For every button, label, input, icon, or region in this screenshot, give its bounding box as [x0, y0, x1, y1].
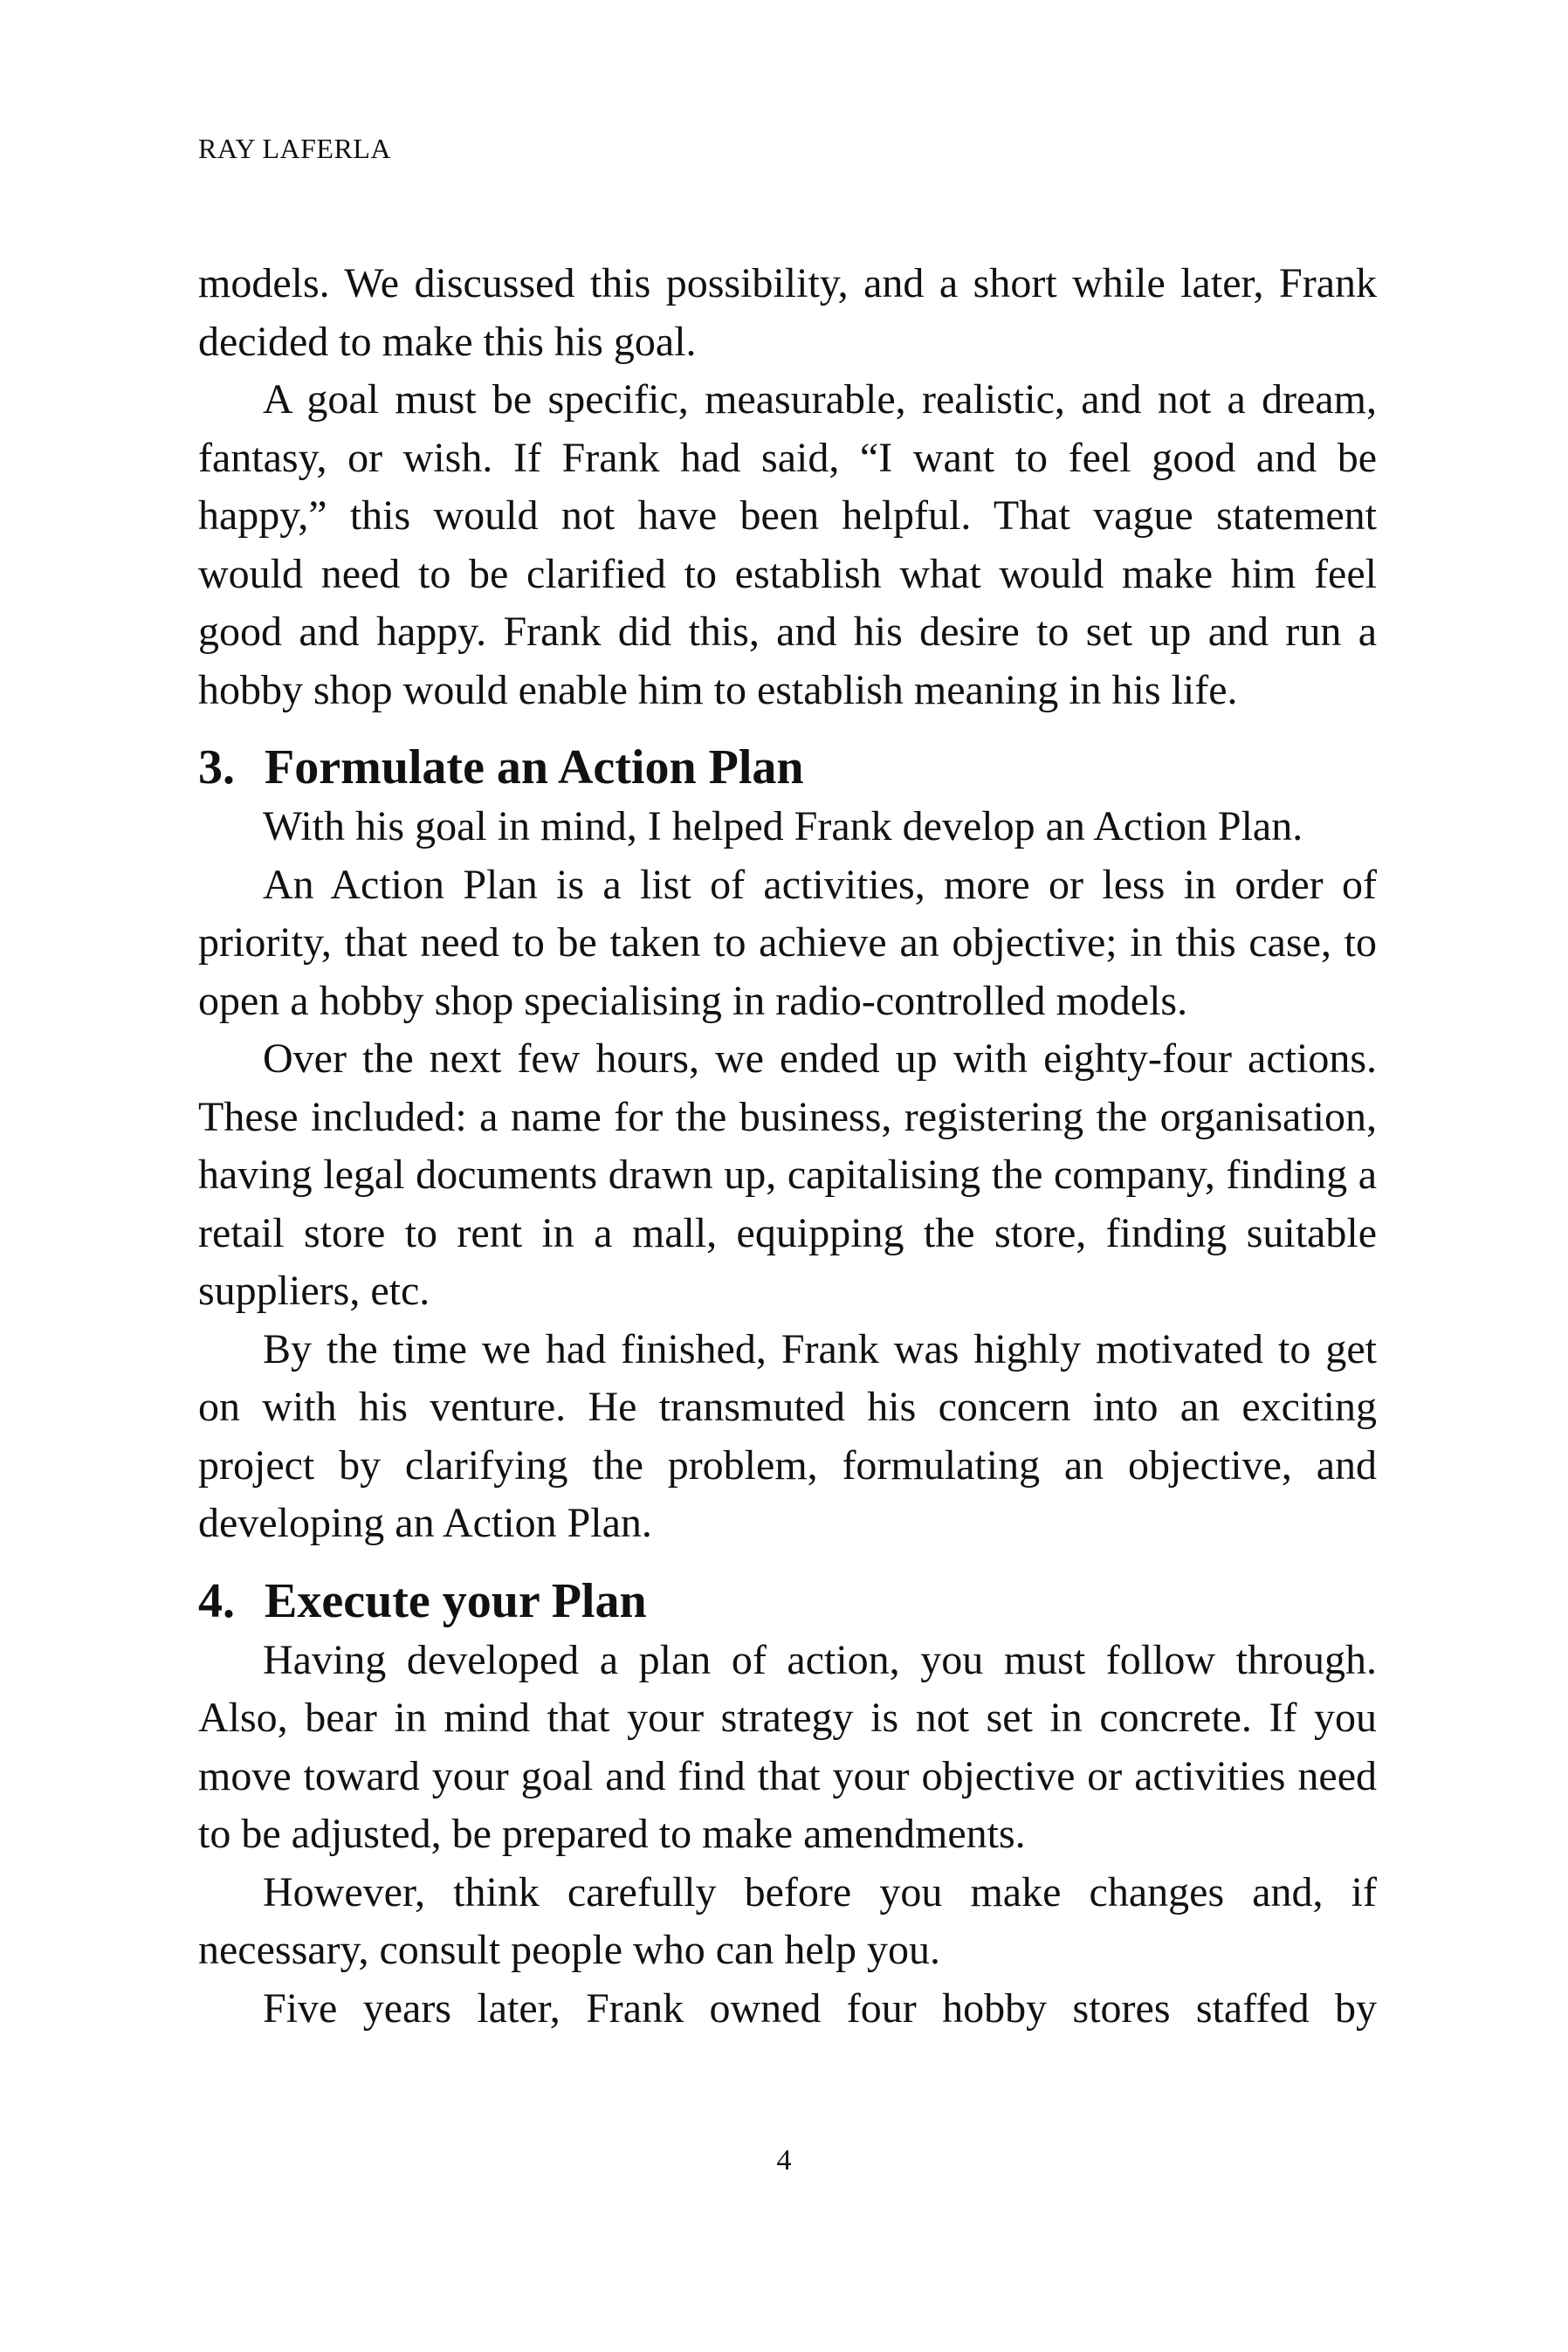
section-heading-3 — [198, 737, 1377, 798]
paragraph: An Action Plan is a list of activities, more or less in order of priority, that need to be taken to achieve an objective; in this case, to open a hobby shop specialising in radio-controlled models. — [198, 861, 1377, 1024]
page-number: 4 — [776, 2144, 792, 2177]
paragraph: Having developed a plan of action, you must follow through. Also, bear in mind that your strategy is not set in concrete. If you move toward your goal and find that your objective or activities need to be adjusted, be prepared to make amendments. — [198, 1636, 1377, 1857]
section-number: 4. — [198, 1573, 235, 1628]
section-number: 3. — [198, 740, 235, 794]
paragraph: By the time we had finished, Frank was highly motivated to get on with his venture. He transmuted his concern into an exciting project by clarifying the problem, formulating an objective, and developing an Action Plan. — [198, 1325, 1377, 1546]
section-heading-4 — [198, 1571, 1377, 1632]
paragraph: With his goal in mind, I helped Frank develop an Action Plan. — [263, 803, 1303, 849]
paragraph: However, think carefully before you make changes and, if necessary, consult people who can help you. — [198, 1868, 1377, 1973]
section-title: Execute your Plan — [265, 1573, 647, 1628]
paragraph: Over the next few hours, we ended up with eighty-four actions. These included: a name for the business, registering the organisation, having legal documents drawn up, capitalising the company, finding a retail store to rent in a mall, equipping the store, finding suitable suppliers, etc. — [198, 1035, 1377, 1314]
paragraph: Five years later, Frank owned four hobby stores staffed by — [263, 1984, 1377, 2032]
running-head: RAY LAFERLA — [198, 133, 391, 164]
page-body — [198, 255, 1377, 2038]
paragraph: A goal must be specific, measurable, realistic, and not a dream, fantasy, or wish. If Frank had said, “I want to feel good and be happy,” this would not have been helpful. That vague statement would need to be clarified to establish what would make him feel good and happy. Frank did this, and his desire to set up and run a hobby shop would enable him to establish meaning in his life. — [198, 376, 1377, 713]
section-title: Formulate an Action Plan — [265, 740, 804, 794]
paragraph: models. We discussed this possibility, and a short while later, Frank decided to make this his goal. — [198, 260, 1377, 365]
